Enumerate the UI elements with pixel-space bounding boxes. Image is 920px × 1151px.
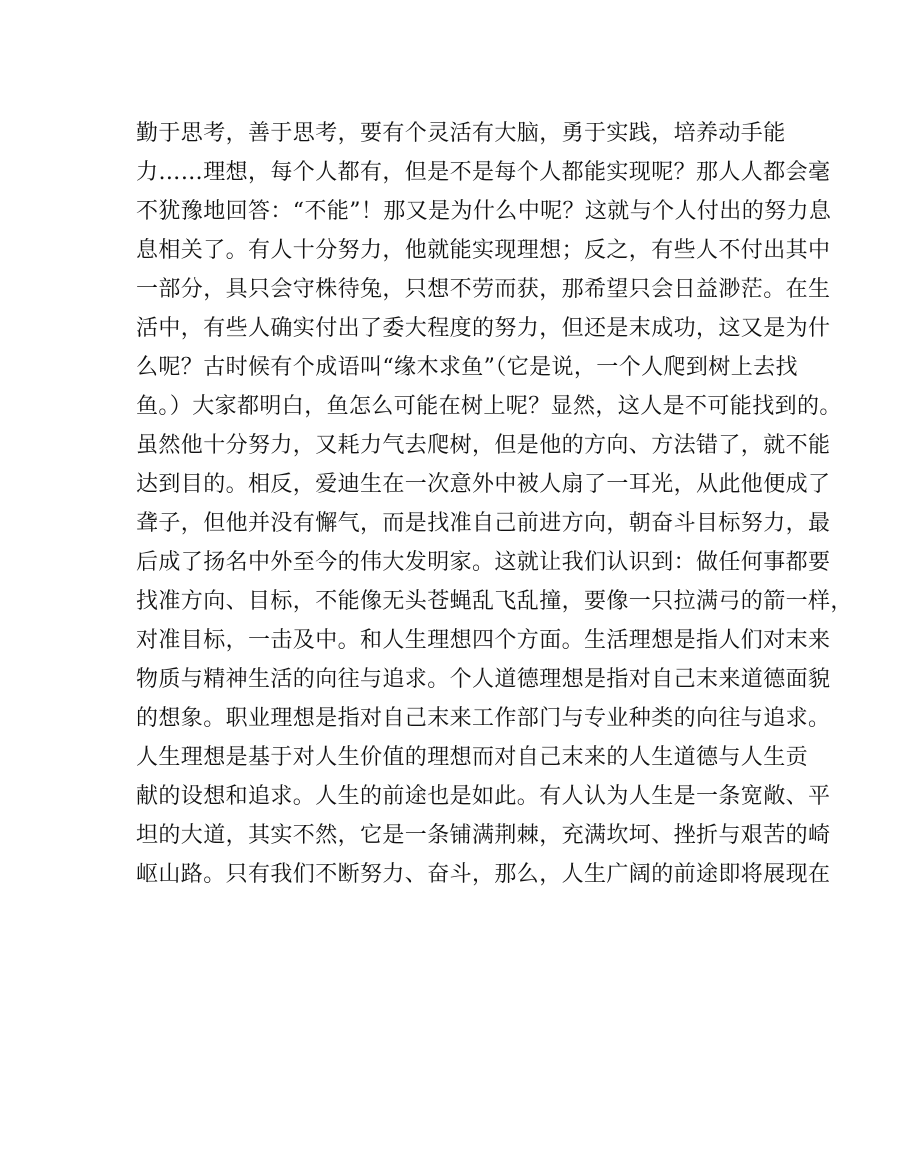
text-line: 对准目标，一击及中。和人生理想四个方面。生活理想是指人们对末来 xyxy=(136,628,831,653)
text-line: 达到目的。相反，爱迪生在一次意外中被人扇了一耳光，从此他便成了 xyxy=(136,472,831,497)
text-line: 不犹豫地回答：“不能”！那又是为什么中呢？这就与个人付出的努力息 xyxy=(136,199,832,224)
text-line: 勤于思考，善于思考，要有个灵活有大脑，勇于实践，培养动手能 xyxy=(136,121,786,146)
text-line: 聋子，但他并没有懈气，而是找准自己前进方向，朝奋斗目标努力，最 xyxy=(136,511,831,536)
text-line: 物质与精神生活的向往与追求。个人道德理想是指对自己末来道德面貌 xyxy=(136,667,831,692)
text-line: 一部分，具只会守株待兔，只想不劳而获，那希望只会日益渺茫。在生 xyxy=(136,277,831,302)
text-line: 息相关了。有人十分努力，他就能实现理想；反之，有些人不付出其中 xyxy=(136,238,831,263)
text-line: 坦的大道，其实不然，它是一条铺满荆棘，充满坎坷、挫折与艰苦的崎 xyxy=(136,823,831,848)
text-line: 的想象。职业理想是指对自己末来工作部门与专业种类的向往与追求。 xyxy=(136,706,831,731)
text-line: 虽然他十分努力，又耗力气去爬树，但是他的方向、方法错了，就不能 xyxy=(136,433,831,458)
text-line: 岖山路。只有我们不断努力、奋斗，那么，人生广阔的前途即将展现在 xyxy=(136,862,831,887)
text-line: 鱼。）大家都明白，鱼怎么可能在树上呢？显然，这人是不可能找到的。 xyxy=(136,394,842,419)
text-line: 后成了扬名中外至今的伟大发明家。这就让我们认识到：做任何事都要 xyxy=(136,550,831,575)
text-line: 么呢？古时候有个成语叫“缘木求鱼”（它是说，一个人爬到树上去找 xyxy=(136,355,798,380)
text-line: 活中，有些人确实付出了委大程度的努力，但还是末成功，这又是为什 xyxy=(136,316,831,341)
body-text xyxy=(136,114,853,894)
text-line: 力……理想，每个人都有，但是不是每个人都能实现呢？那人人都会毫 xyxy=(136,160,831,185)
text-line: 人生理想是基于对人生价值的理想而对自己末来的人生道德与人生贡 xyxy=(136,745,809,770)
text-line: 找准方向、目标，不能像无头苍蝇乱飞乱撞，要像一只拉满弓的箭一样， xyxy=(136,589,853,614)
text-line: 献的设想和追求。人生的前途也是如此。有人认为人生是一条宽敞、平 xyxy=(136,784,831,809)
